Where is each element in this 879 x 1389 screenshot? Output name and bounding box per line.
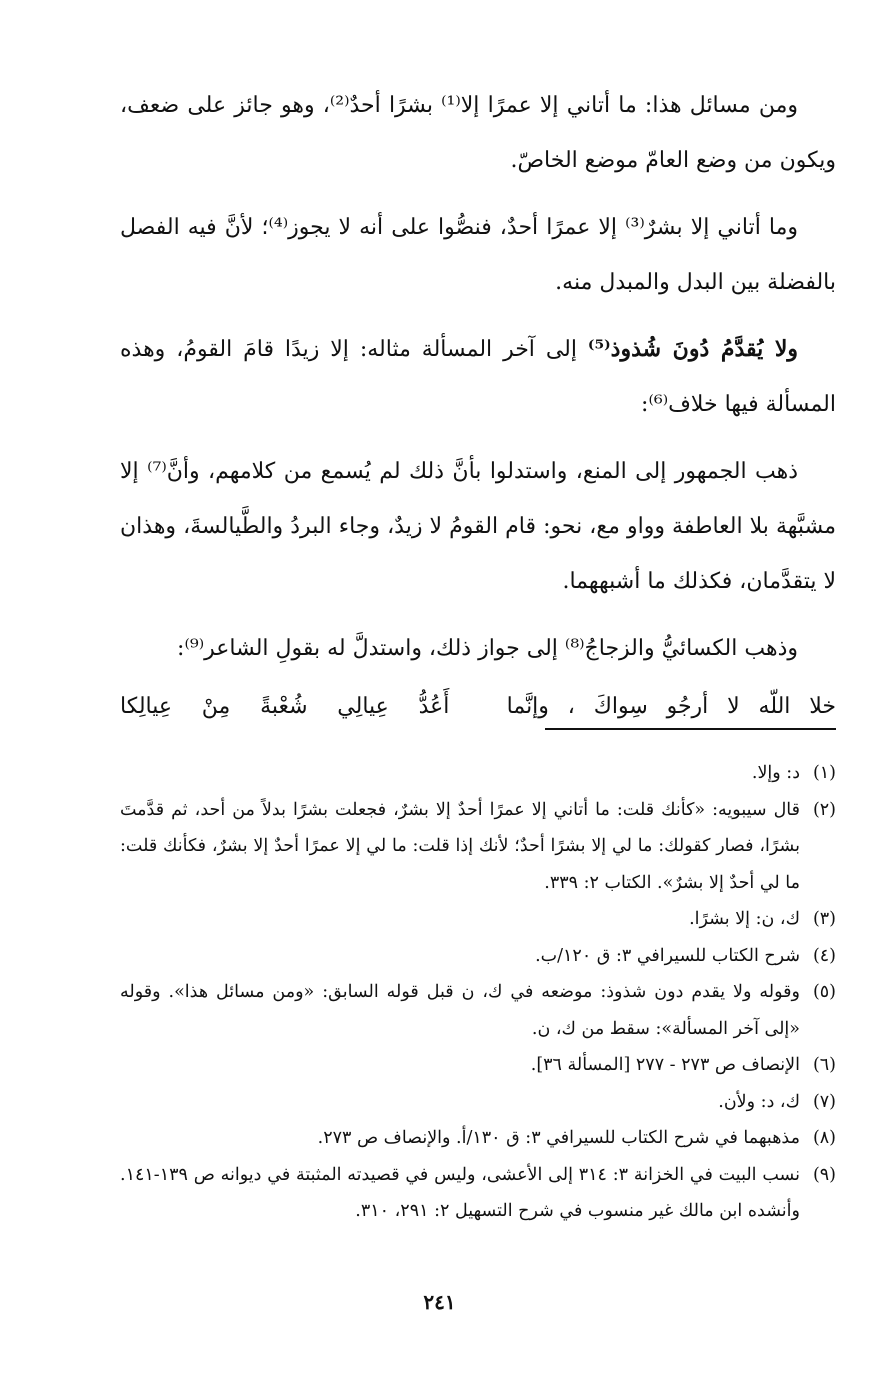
footnote-number: (٥) <box>812 982 836 1002</box>
paragraph-3-body: إلى آخر المسألة مثاله: إلا زيدًا قامَ القومُ، وهذه المسألة فيها خلاف⁽⁶⁾: <box>120 337 836 417</box>
footnote-text: شرح الكتاب للسيرافي ٣: ق ١٢٠/ب. <box>535 945 800 966</box>
footnote-number: (٢) <box>812 799 836 820</box>
footnote-5 <box>120 974 836 1047</box>
footnote-9 <box>120 1157 836 1230</box>
footnote-text: وقوله ولا يقدم دون شذوذ: موضعه في ك، ن قبل قوله السابق: «ومن مسائل هذا». وقوله «إلى آخر المسألة»: سقط من ك، ن. <box>120 982 800 1039</box>
footnote-text: د: وإلا. <box>751 763 800 783</box>
footnote-2 <box>120 792 836 902</box>
footnote-number: (٣) <box>812 909 836 929</box>
verse-first-hemistich: خلا اللّه لا أرجُو سِواكَ ، وإنَّما <box>506 694 836 719</box>
footnote-number: (٦) <box>812 1055 836 1075</box>
paragraph-1: ومن مسائل هذا: ما أتاني إلا عمرًا إلا⁽¹⁾ بشرًا أحدٌ⁽²⁾، وهو جائز على ضعف، ويكون من وضع العامّ موضع الخاصّ. <box>120 93 836 173</box>
footnote-number: (٤) <box>812 945 836 966</box>
footnote-text: نسب البيت في الخزانة ٣: ٣١٤ إلى الأعشى، وليس في قصيدته المثبتة في ديوانه ص ١٣٩-١٤١. وأنشده ابن مالك غير منسوب في شرح التسهيل ٢: ٢٩١، ٣١٠. <box>120 1164 800 1221</box>
footnote-6 <box>120 1047 836 1084</box>
footnote-1 <box>120 755 836 792</box>
footnote-separator <box>545 728 836 730</box>
footnote-text: ك، ن: إلا بشرًا. <box>689 909 800 929</box>
footnote-4 <box>120 938 836 975</box>
paragraph-4: ذهب الجمهور إلى المنع، واستدلوا بأنَّ ذلك لم يُسمع من كلامهم، وأنَّ⁽⁷⁾ إلا مشبَّهة بلا العاطفة وواو مع، نحو: قام القومُ لا زيدٌ، وجاء البردُ والطَّيالسةَ، وهذان لا يتقدَّمان، فكذلك ما أشبههما. <box>120 459 836 594</box>
footnote-text: قال سيبويه: «كأنك قلت: ما أتاني إلا عمرًا أحدٌ إلا بشرٌ، فجعلت بشرًا بدلاً من أحد، ثم قدَّمتَ بشرًا، فصار كقولك: ما لي إلا بشرًا أحدٌ؛ لأنك إذا قلت: ما لي إلا عمرًا أحدٌ إلا بشرٌ، فكأنك قلت: ما لي أحدٌ إلا بشرٌ». الكتاب ٢: ٣٣٩. <box>120 799 800 893</box>
footnote-text: مذهبهما في شرح الكتاب للسيرافي ٣: ق ١٣٠/أ. والإنصاف ص ٢٧٣. <box>317 1128 800 1148</box>
footnote-8 <box>120 1120 836 1157</box>
verse-second-hemistich: أَعُدُّ عِيالِي شُعْبةً مِنْ عِيالِكا <box>120 694 450 719</box>
page-number: ٢٤١ <box>423 1290 456 1314</box>
paragraph-3 <box>120 322 836 432</box>
footnote-number: (٨) <box>812 1128 836 1148</box>
footnote-number: (٧) <box>812 1091 836 1112</box>
footnote-text: الإنصاف ص ٢٧٣ - ٢٧٧ [المسألة ٣٦]. <box>530 1055 800 1075</box>
paragraph-2: وما أتاني إلا بشرٌ⁽³⁾ إلا عمرًا أحدٌ، فنصُّوا على أنه لا يجوز⁽⁴⁾؛ لأنَّ فيه الفصل بالفضلة بين البدل والمبدل منه. <box>120 215 836 295</box>
poetry-verse <box>120 682 836 732</box>
footnote-number: (٩) <box>812 1164 836 1185</box>
main-text <box>120 78 836 732</box>
footnote-3 <box>120 901 836 938</box>
footnote-number: (١) <box>812 763 836 783</box>
footnote-7 <box>120 1084 836 1121</box>
footnote-text: ك، د: ولأن. <box>718 1091 800 1112</box>
paragraph-5: وذهب الكسائيُّ والزجاجُ⁽⁸⁾ إلى جواز ذلك، واستدلَّ له بقولِ الشاعر⁽⁹⁾: <box>177 636 798 661</box>
paragraph-3-lead: ولا يُقدَّمُ دُونَ شُذوذ⁽⁵⁾ <box>587 336 799 362</box>
footnotes <box>120 755 836 1230</box>
